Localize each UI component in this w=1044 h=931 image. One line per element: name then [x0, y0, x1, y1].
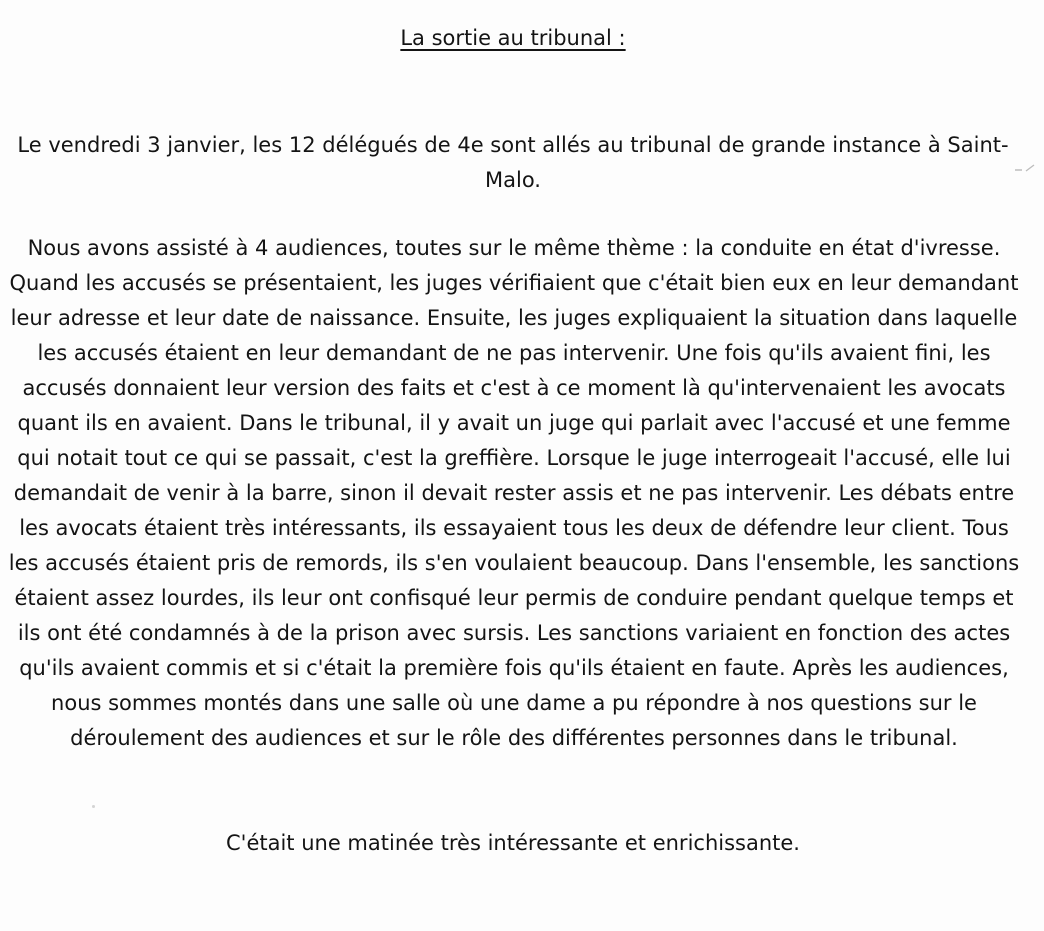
scan-speck-icon	[1014, 163, 1036, 173]
document-title: La sortie au tribunal :	[400, 26, 626, 50]
closing-sentence: C'était une matinée très intéressante et enrichissante.	[226, 831, 800, 855]
scan-dust-icon	[92, 805, 95, 808]
intro-paragraph: Le vendredi 3 janvier, les 12 délégués de 4e sont allés au tribunal de grande instance à Saint-Malo.	[17, 133, 1009, 192]
body-paragraph: Nous avons assisté à 4 audiences, toutes sur le même thème : la conduite en état d'ivresse. Quand les accusés se présentaient, les juges vérifiaient que c'était bien eux en leur demandant leur adresse et leur date de naissance. Ensuite, les juges expliquaient la situation dans laquelle les accusés étaient en leur demandant de ne pas intervenir. Une fois qu'ils avaient fini, les accusés donnaient leur version des faits et c'est à ce moment là qu'intervenaient les avocats quant ils en avaient. Dans le tribunal, il y avait un juge qui parlait avec l'accusé et une femme qui notait tout ce qui se passait, c'est la greffière. Lorsque le juge interrogeait l'accusé, elle lui demandait de venir à la barre, sinon il devait rester assis et ne pas intervenir. Les débats entre les avocats étaient très intéressants, ils essayaient tous les deux de défendre leur client. Tous les accusés étaient pris de remords, ils s'en voulaient beaucoup. Dans l'ensemble, les sanctions étaient assez lourdes, ils leur ont confisqué leur permis de conduire pendant quelque temps et ils ont été condamnés à de la prison avec sursis. Les sanctions variaient en fonction des actes qu'ils avaient commis et si c'était la première fois qu'ils étaient en faute. Après les audiences, nous sommes montés dans une salle où une dame a pu répondre à nos questions sur le déroulement des audiences et sur le rôle des différentes personnes dans le tribunal.	[8, 236, 1020, 750]
